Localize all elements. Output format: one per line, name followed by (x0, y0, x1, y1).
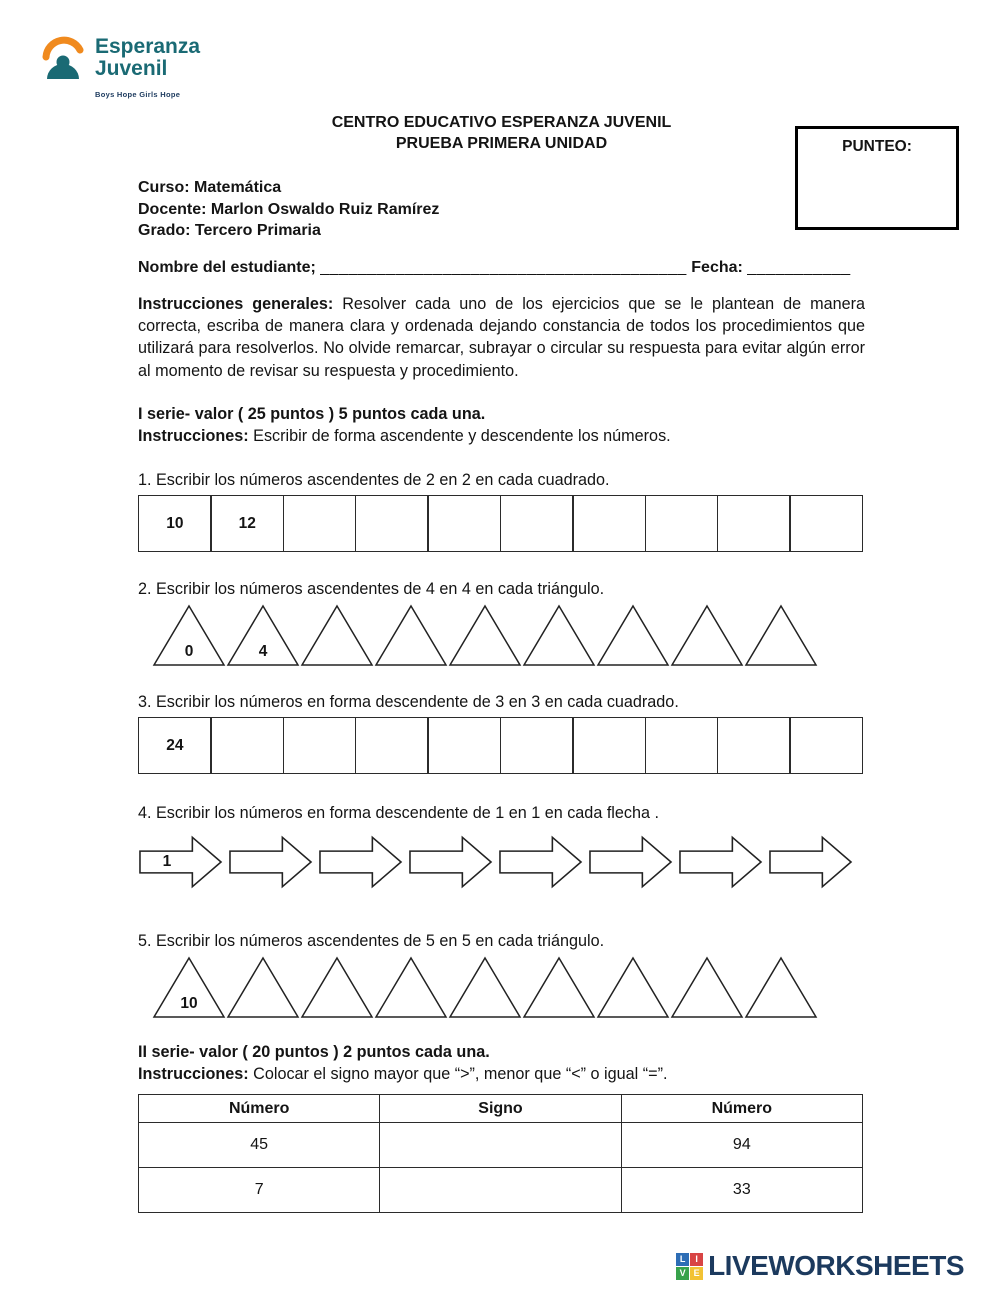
triangle-outline-icon (226, 956, 300, 1020)
general-instructions (138, 293, 865, 383)
exercise-3-squares-row (138, 717, 863, 774)
esperanza-logo-icon (40, 36, 86, 87)
title-line-1: CENTRO EDUCATIVO ESPERANZA JUVENIL (331, 114, 672, 131)
triangle-outline-icon (448, 604, 522, 668)
general-instructions-label: Instrucciones generales: (138, 294, 334, 313)
triangle-cell[interactable] (522, 956, 596, 1020)
cell-value: 0 (184, 643, 194, 661)
cell-value: 10 (166, 514, 184, 532)
serie2-instructions-label: Instrucciones: (138, 1065, 249, 1084)
exercise-1 (138, 470, 865, 552)
student-name-blank[interactable]: _______________________________________ (320, 258, 687, 276)
arrow-outline-icon (768, 831, 853, 893)
arrow-cell[interactable] (588, 831, 673, 893)
numero-right-cell: 33 (621, 1168, 862, 1213)
square-cell[interactable] (500, 717, 574, 774)
exercise-5 (138, 931, 865, 1020)
column-header-numero-1: Número (139, 1095, 380, 1123)
arrow-outline-icon (318, 831, 403, 893)
arrow-cell[interactable] (768, 831, 853, 893)
arrow-cell[interactable] (408, 831, 493, 893)
arrow-cell[interactable] (228, 831, 313, 893)
serie2-instructions-text: Colocar el signo mayor que “>”, menor que “<” o igual “=”. (253, 1065, 668, 1084)
triangle-cell[interactable] (744, 956, 818, 1020)
triangle-outline-icon (596, 604, 670, 668)
arrow-cell[interactable] (318, 831, 403, 893)
triangle-cell[interactable] (374, 956, 448, 1020)
triangle-outline-icon (300, 604, 374, 668)
esperanza-logo-text (95, 36, 200, 106)
triangle-cell[interactable] (374, 604, 448, 668)
arrow-outline-icon (228, 831, 313, 893)
square-cell[interactable] (138, 495, 212, 552)
square-cell[interactable] (500, 495, 574, 552)
triangle-outline-icon (744, 604, 818, 668)
square-cell[interactable] (717, 717, 791, 774)
triangle-cell[interactable] (522, 604, 596, 668)
course-line: Curso: Matemática (138, 179, 282, 196)
cell-value: 10 (180, 995, 198, 1013)
triangle-cell[interactable] (448, 604, 522, 668)
exercise-3-prompt: 3. Escribir los números en forma descendente de 3 en 3 en cada cuadrado. (138, 693, 679, 712)
comparison-table (138, 1094, 863, 1213)
serie2-title: II serie- valor ( 20 puntos ) 2 puntos cada una. (138, 1043, 490, 1062)
brand-tagline: Boys Hope Girls Hope (95, 90, 181, 99)
signo-input-cell[interactable] (380, 1168, 621, 1213)
cell-value: 4 (258, 643, 268, 661)
square-cell[interactable] (283, 717, 357, 774)
triangle-outline-icon (374, 604, 448, 668)
square-cell[interactable] (717, 495, 791, 552)
student-name-label: Nombre del estudiante; (138, 258, 316, 276)
arrow-outline-icon (138, 831, 223, 893)
square-cell[interactable] (283, 495, 357, 552)
arrow-outline-icon (588, 831, 673, 893)
worksheet-content (138, 112, 865, 1213)
cell-value: 12 (238, 514, 256, 532)
triangle-cell[interactable] (226, 604, 300, 668)
triangle-outline-icon (374, 956, 448, 1020)
triangle-cell[interactable] (152, 956, 226, 1020)
teacher-line: Docente: Marlon Oswaldo Ruiz Ramírez (138, 200, 440, 218)
exercise-2 (138, 579, 865, 668)
triangle-outline-icon (448, 956, 522, 1020)
arrow-cell[interactable] (138, 831, 223, 893)
exercise-5-prompt: 5. Escribir los números ascendentes de 5 en 5 en cada triángulo. (138, 932, 605, 951)
square-cell[interactable] (427, 495, 501, 552)
triangle-outline-icon (300, 956, 374, 1020)
triangle-outline-icon (744, 956, 818, 1020)
score-label: PUNTEO: (842, 138, 912, 155)
square-cell[interactable] (210, 495, 284, 552)
triangle-cell[interactable] (670, 956, 744, 1020)
square-cell[interactable] (572, 495, 646, 552)
triangle-cell[interactable] (300, 604, 374, 668)
square-cell[interactable] (789, 495, 863, 552)
exercise-1-squares-row (138, 495, 863, 552)
triangle-cell[interactable] (670, 604, 744, 668)
date-label: Fecha: (691, 258, 743, 276)
triangle-cell[interactable] (300, 956, 374, 1020)
triangle-outline-icon (522, 956, 596, 1020)
liveworksheets-icon: L I V E (676, 1253, 703, 1280)
triangle-cell[interactable] (744, 604, 818, 668)
liveworksheets-logo[interactable] (676, 1250, 964, 1282)
table-row (139, 1123, 863, 1168)
brand-line-1: Esperanza (95, 35, 201, 58)
column-header-numero-2: Número (621, 1095, 862, 1123)
serie1-title: I serie- valor ( 25 puntos ) 5 puntos cada una. (138, 405, 486, 424)
grade-line: Grado: Tercero Primaria (138, 222, 321, 239)
square-cell[interactable] (138, 717, 212, 774)
course-info (138, 177, 865, 242)
exercise-1-prompt: 1. Escribir los números ascendentes de 2 en 2 en cada cuadrado. (138, 471, 610, 490)
triangle-cell[interactable] (448, 956, 522, 1020)
triangle-outline-icon (670, 956, 744, 1020)
arrow-cell[interactable] (678, 831, 763, 893)
triangle-cell[interactable] (152, 604, 226, 668)
table-row (139, 1168, 863, 1213)
exercise-4-arrows-row (138, 831, 865, 893)
cell-value: 24 (166, 736, 184, 754)
arrow-cell[interactable] (498, 831, 583, 893)
numero-left-cell: 45 (139, 1123, 380, 1168)
triangle-cell[interactable] (226, 956, 300, 1020)
serie1-instructions (138, 425, 865, 447)
square-cell[interactable] (355, 717, 429, 774)
numero-right-cell: 94 (621, 1123, 862, 1168)
serie2-instructions (138, 1063, 865, 1085)
exercise-4-prompt: 4. Escribir los números en forma descendente de 1 en 1 en cada flecha . (138, 804, 660, 823)
exercise-2-triangles-row (152, 604, 865, 668)
square-cell[interactable] (427, 717, 501, 774)
document-title (138, 112, 865, 154)
square-cell[interactable] (645, 717, 719, 774)
triangle-cell[interactable] (596, 956, 670, 1020)
triangle-outline-icon (522, 604, 596, 668)
serie1-instructions-text: Escribir de forma ascendente y descendente los números. (253, 427, 671, 446)
column-header-signo: Signo (380, 1095, 621, 1123)
general-instructions-text: Resolver cada uno de los ejercicios que se le plantean de manera correcta, escriba de manera clara y ordenada dejando constancia de todos los procedimientos que utilizará para resolverlos. No olvide remarcar, subrayar o circular su respuesta para evitar algún error al momento de revisar su respuesta y procedimiento. (138, 294, 866, 380)
table-header-row (139, 1095, 863, 1123)
arrow-outline-icon (408, 831, 493, 893)
numero-left-cell: 7 (139, 1168, 380, 1213)
title-line-2: PRUEBA PRIMERA UNIDAD (395, 135, 608, 152)
esperanza-juvenil-logo (40, 36, 200, 106)
cell-value: 1 (162, 853, 172, 871)
square-cell[interactable] (645, 495, 719, 552)
exercise-2-prompt: 2. Escribir los números ascendentes de 4 en 4 en cada triángulo. (138, 580, 605, 599)
square-cell[interactable] (789, 717, 863, 774)
signo-input-cell[interactable] (380, 1123, 621, 1168)
arrow-outline-icon (498, 831, 583, 893)
triangle-outline-icon (670, 604, 744, 668)
student-name-line (138, 259, 865, 277)
triangle-outline-icon (596, 956, 670, 1020)
liveworksheets-wordmark: LIVEWORKSHEETS (708, 1250, 964, 1281)
exercise-3 (138, 692, 865, 774)
square-cell[interactable] (210, 717, 284, 774)
serie1-instructions-label: Instrucciones: (138, 427, 249, 446)
square-cell[interactable] (355, 495, 429, 552)
square-cell[interactable] (572, 717, 646, 774)
exercise-5-triangles-row (152, 956, 865, 1020)
arrow-outline-icon (678, 831, 763, 893)
date-blank[interactable]: ___________ (747, 258, 851, 276)
triangle-cell[interactable] (596, 604, 670, 668)
exercise-4 (138, 803, 865, 893)
brand-line-2: Juvenil (95, 57, 168, 80)
